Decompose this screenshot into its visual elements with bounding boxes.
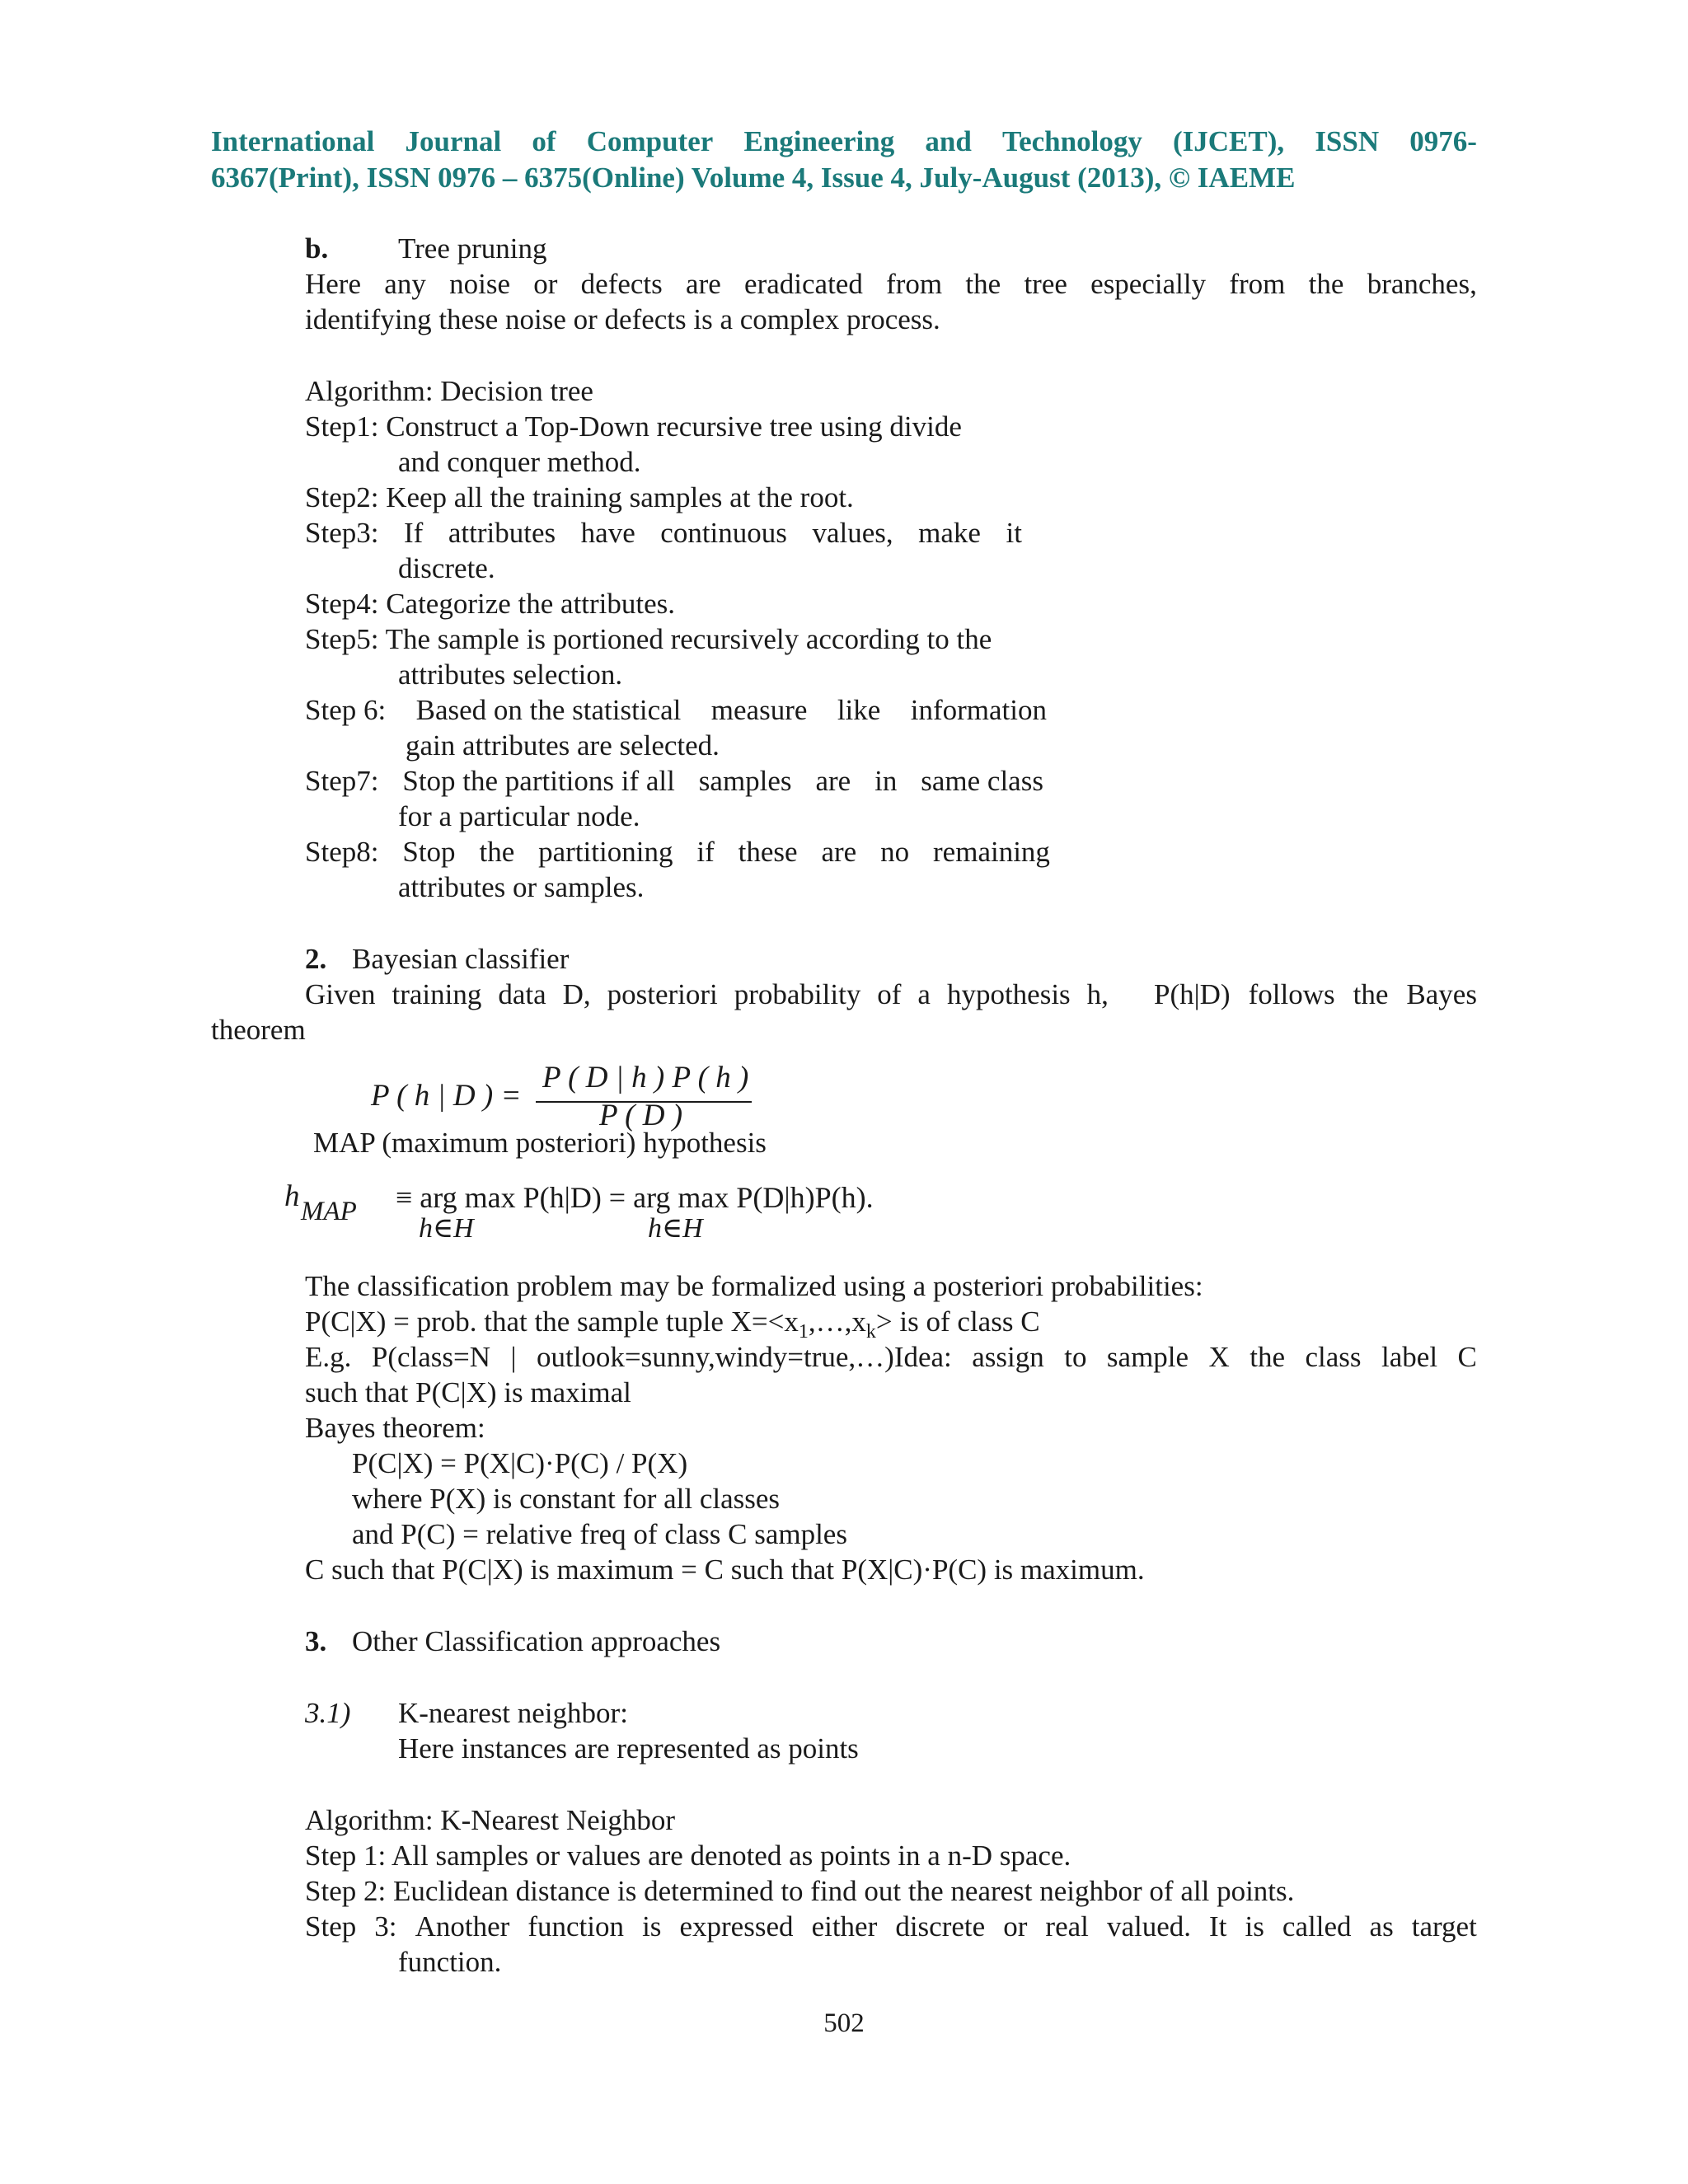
other-approaches-title: Other Classification approaches (352, 1625, 721, 1657)
word: expressed (679, 1910, 794, 1943)
bayes-paragraph-4: such that P(C|X) is maximal (305, 1376, 631, 1408)
word: Journal (405, 125, 502, 157)
word: especially (1090, 268, 1207, 300)
word: Based on the statistical (415, 694, 682, 726)
word: D, (562, 978, 591, 1010)
hmap-subscript: MAP (301, 1197, 357, 1226)
word: from (1229, 268, 1286, 300)
algorithm-dt-step1: Step1: Construct a Top-Down recursive tree using divide (305, 410, 962, 443)
word: Bayes (1406, 978, 1477, 1010)
word: P(class=N (371, 1341, 491, 1373)
algorithm-knn-step3 (305, 1909, 1477, 1944)
word: data (498, 978, 546, 1010)
journal-header-line1 (211, 125, 1477, 158)
hmap-h: h (284, 1179, 300, 1213)
algorithm-dt-step2: Step2: Keep all the training samples at the root. (305, 481, 854, 513)
algorithm-dt-step7 (305, 763, 1043, 799)
word: as (1369, 1910, 1394, 1943)
word: is (642, 1910, 662, 1943)
word: or (1003, 1910, 1028, 1943)
word: training (392, 978, 482, 1010)
word: C (1457, 1341, 1477, 1373)
section-number-3: 3. (305, 1625, 327, 1657)
bayesian-line1-right (1154, 977, 1477, 1012)
word: function (528, 1910, 624, 1943)
word: same class (921, 765, 1043, 797)
word: these (738, 836, 798, 868)
bayes-paragraph-5: Bayes theorem: (305, 1412, 485, 1444)
section-number-2: 2. (305, 943, 327, 975)
page-number: 502 (823, 2008, 865, 2038)
word: sample (1106, 1341, 1189, 1373)
word: it (1006, 517, 1022, 549)
word: to (1064, 1341, 1087, 1373)
word: partitioning (538, 836, 673, 868)
word: the (1353, 978, 1389, 1010)
word: class (1305, 1341, 1362, 1373)
algorithm-dt-step6-cont: gain attributes are selected. (406, 729, 720, 762)
bayesian-line1-left (305, 977, 1109, 1012)
knn-description: Here instances are represented as points (398, 1732, 859, 1765)
word: Technology (1001, 125, 1142, 157)
tree-pruning-line2: identifying these noise or defects is a complex process. (305, 303, 940, 335)
map-label: MAP (maximum posteriori) hypothesis (313, 1127, 767, 1159)
word: make (918, 517, 981, 549)
word: values, (812, 517, 893, 549)
word: posteriori (607, 978, 718, 1010)
word: Step 6: (305, 694, 387, 726)
word: label (1381, 1341, 1438, 1373)
word: is (1245, 1910, 1264, 1943)
word: E.g. (305, 1341, 352, 1373)
algorithm-dt-step7-cont: for a particular node. (398, 800, 640, 832)
word: any (384, 268, 426, 300)
word: Another (415, 1910, 510, 1943)
bayes-paragraph-8: and P(C) = relative freq of class C samples (352, 1518, 847, 1550)
algorithm-dt-step3-cont: discrete. (398, 552, 495, 584)
bayes-paragraph-3 (305, 1339, 1477, 1375)
word: the (965, 268, 1001, 300)
word: Step (305, 1910, 357, 1943)
word: if (696, 836, 715, 868)
word: in (874, 765, 898, 797)
tree-pruning-title: Tree pruning (398, 232, 547, 265)
word: Given (305, 978, 376, 1010)
word: 0976- (1409, 125, 1477, 157)
word: samples (698, 765, 792, 797)
word: eradicated (744, 268, 863, 300)
word: Here (305, 268, 362, 300)
word: continuous (660, 517, 787, 549)
algorithm-dt-step8-cont: attributes or samples. (398, 871, 645, 903)
algorithm-knn-title: Algorithm: K-Nearest Neighbor (305, 1804, 676, 1836)
word: real (1045, 1910, 1089, 1943)
word: Step3: (305, 517, 379, 549)
word: ISSN (1315, 125, 1380, 157)
word: Stop the partitions if all (402, 765, 675, 797)
algorithm-knn-step1: Step 1: All samples or values are denoted as points in a n-D space. (305, 1840, 1071, 1872)
word: are (815, 765, 851, 797)
algorithm-dt-step6 (305, 692, 1047, 728)
word: of (877, 978, 902, 1010)
hmap-argmax-under-2: h∈H (648, 1213, 703, 1244)
word: branches, (1367, 268, 1477, 300)
algorithm-knn-step3-cont: function. (398, 1946, 502, 1978)
word: hypothesis (946, 978, 1071, 1010)
hmap-expression: ≡ arg max P(h|D) = arg max P(D|h)P(h). (396, 1181, 874, 1214)
tree-pruning-line1 (305, 266, 1477, 302)
word: of (532, 125, 556, 157)
algorithm-dt-step8 (305, 834, 1050, 869)
word: follows (1248, 978, 1335, 1010)
word: measure (710, 694, 808, 726)
word: either (811, 1910, 878, 1943)
word: called (1282, 1910, 1352, 1943)
word: noise (449, 268, 510, 300)
hmap-argmax-under-1: h∈H (419, 1213, 474, 1244)
knn-title: K-nearest neighbor: (398, 1697, 628, 1729)
bayesian-line2: theorem (211, 1014, 306, 1046)
word: outlook=sunny,windy=true,…)Idea: (536, 1341, 952, 1373)
word: remaining (933, 836, 1050, 868)
bayes-paragraph-7: where P(X) is constant for all classes (352, 1483, 781, 1515)
word: like (837, 694, 881, 726)
algorithm-knn-step2: Step 2: Euclidean distance is determined to find out the nearest neighbor of all points. (305, 1875, 1295, 1907)
word: Engineering (743, 125, 895, 157)
word: the (1250, 1341, 1286, 1373)
word: 3: (374, 1910, 397, 1943)
word: and (925, 125, 972, 157)
word: from (886, 268, 943, 300)
word: Step8: (305, 836, 379, 868)
word: Computer (586, 125, 714, 157)
word: (IJCET), (1173, 125, 1285, 157)
bayes-paragraph-2: P(C|X) = prob. that the sample tuple $X=<x_1,\dots,x_k>$ is of class C (305, 1305, 1040, 1343)
word: probability (734, 978, 861, 1010)
word: target (1411, 1910, 1477, 1943)
word: are (686, 268, 721, 300)
word: discrete (895, 1910, 986, 1943)
bayes-paragraph-9: C such that P(C|X) is maximum = C such that P(X|C)·P(C) is maximum. (305, 1554, 1145, 1586)
word: defects (580, 268, 663, 300)
section-label-b: b. (305, 232, 329, 265)
word: X (1208, 1341, 1230, 1373)
word: It (1209, 1910, 1227, 1943)
journal-header-line2: 6367(Print), ISSN 0976 – 6375(Online) Volume 4, Issue 4, July-August (2013), © IAEME (211, 162, 1296, 194)
bayes-paragraph-6: P(C|X) = P(X|C)·P(C) / P(X) (352, 1447, 688, 1479)
word: have (580, 517, 635, 549)
word: tree (1024, 268, 1067, 300)
word: h, (1086, 978, 1109, 1010)
word: no (880, 836, 910, 868)
bayes-formula-lhs: P ( h | D ) = (371, 1079, 522, 1113)
algorithm-dt-title: Algorithm: Decision tree (305, 375, 593, 407)
word: | (510, 1341, 517, 1373)
algorithm-dt-step5: Step5: The sample is portioned recursively according to the (305, 623, 992, 655)
bayesian-title: Bayesian classifier (352, 943, 570, 975)
bayes-formula-numerator: P ( D | h ) P ( h ) (542, 1061, 749, 1094)
bayes-paragraph-1: The classification problem may be formalized using a posteriori probabilities: (305, 1270, 1203, 1302)
algorithm-dt-step3 (305, 515, 1022, 551)
subsection-number-3-1: 3.1) (305, 1697, 351, 1729)
word: valued. (1106, 1910, 1191, 1943)
word: a (917, 978, 931, 1010)
word: Stop (402, 836, 456, 868)
word: information (910, 694, 1047, 726)
word: the (1308, 268, 1344, 300)
algorithm-dt-step4: Step4: Categorize the attributes. (305, 588, 676, 620)
bayes-formula-denominator: P ( D ) (599, 1099, 683, 1132)
word: assign (972, 1341, 1044, 1373)
word: International (211, 125, 375, 157)
word: the (479, 836, 515, 868)
word: or (533, 268, 558, 300)
word: are (821, 836, 857, 868)
word: If (404, 517, 424, 549)
word: P(h|D) (1154, 978, 1231, 1010)
algorithm-dt-step5-cont: attributes selection. (398, 658, 623, 691)
algorithm-dt-step1-cont: and conquer method. (398, 446, 641, 478)
word: attributes (448, 517, 556, 549)
word: Step7: (305, 765, 379, 797)
